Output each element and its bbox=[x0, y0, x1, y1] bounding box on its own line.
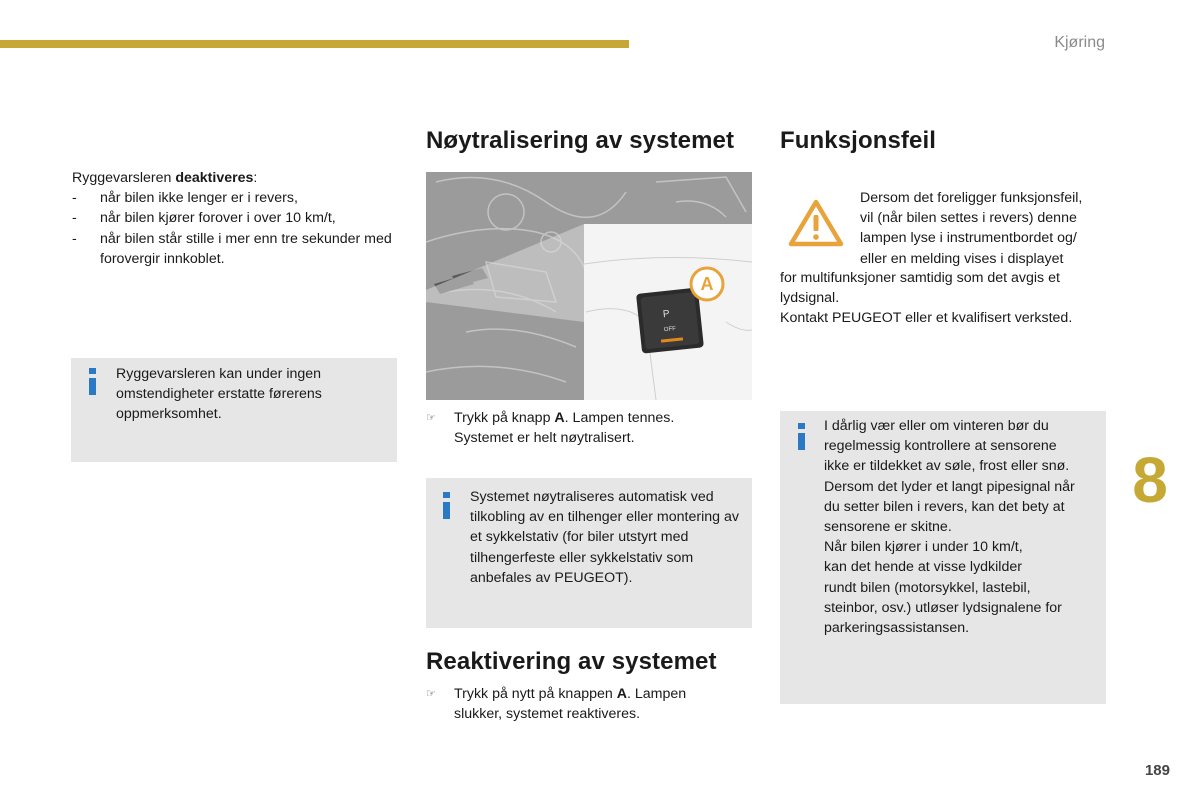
info-text: I dårlig vær eller om vinteren bør du regelmessig kontrollere at sensorene ikke er tildekket av søle, frost eller snø. Dersom det lyder et langt pipesignal når du setter bilen i revers, kan det bety at sensorene er skitne. Når bilen kjører i under 10 km/t, kan det hende at visse lydkilder rundt bilen (motorsykkel, lastebil, steinbor, osv.) utløser lydsignalene for parkeringsassistansen. bbox=[824, 418, 1075, 637]
info-text: Systemet nøytraliseres automatisk ved tilkobling av en tilhenger eller montering av et sykkelstativ (for biler utstyrt med tilhengerfeste eller sykkelstativ som anbefales av PEUGEOT). bbox=[470, 489, 739, 586]
list-item: - når bilen står stille i mer enn tre sekunder med forovergir innkoblet. bbox=[72, 230, 392, 267]
step-press-button: ☞ Trykk på knapp A. Lampen tennes. Systemet er helt nøytralisert. bbox=[426, 410, 675, 447]
deactivation-section bbox=[72, 168, 392, 269]
info-box-sensors bbox=[780, 411, 1106, 704]
malfunction-text-rest: for multifunksjoner samtidig som det avgis et lydsignal. Kontakt PEUGEOT eller et kvalifisert verksted. bbox=[780, 270, 1073, 327]
info-icon bbox=[797, 423, 807, 450]
info-box-attention bbox=[71, 358, 397, 462]
dashboard-illustration bbox=[426, 172, 752, 400]
svg-text:P: P bbox=[662, 308, 671, 321]
info-icon bbox=[88, 368, 98, 395]
warning-triangle-icon bbox=[788, 198, 844, 253]
callout-label-a: A bbox=[700, 274, 714, 294]
chapter-title: Kjøring bbox=[1054, 34, 1105, 51]
section-title-neutralize: Nøytralisering av systemet bbox=[426, 127, 735, 154]
deactivation-list bbox=[72, 188, 392, 269]
list-item: - når bilen kjører forover i over 10 km/t, bbox=[72, 210, 336, 227]
page-number: 189 bbox=[1144, 762, 1170, 779]
step-arrow-icon: ☞ bbox=[426, 688, 436, 700]
step-press-again: ☞ Trykk på nytt på knappen A. Lampen slukker, systemet reaktiveres. bbox=[426, 686, 687, 723]
list-item: - når bilen ikke lenger er i revers, bbox=[72, 190, 298, 207]
section-title-reactivate: Reaktivering av systemet bbox=[426, 648, 717, 675]
deactivation-intro: Ryggevarsleren deaktiveres: bbox=[72, 170, 258, 186]
step-arrow-icon: ☞ bbox=[426, 412, 436, 424]
info-box-trailer bbox=[426, 478, 752, 628]
section-title-malfunction: Funksjonsfeil bbox=[780, 127, 936, 154]
svg-text:OFF: OFF bbox=[663, 326, 677, 334]
header-accent-bar bbox=[0, 40, 629, 48]
info-icon bbox=[442, 492, 452, 519]
info-text: Ryggevarsleren kan under ingen omstendigheter erstatte førerens oppmerksomhet. bbox=[116, 366, 322, 423]
malfunction-text-top: Dersom det foreligger funksjonsfeil, vil (når bilen settes i revers) denne lampen lyse i instrumentbordet og/ eller en melding vises i displayet bbox=[860, 190, 1083, 267]
chapter-tab-number: 8 bbox=[1132, 444, 1168, 516]
